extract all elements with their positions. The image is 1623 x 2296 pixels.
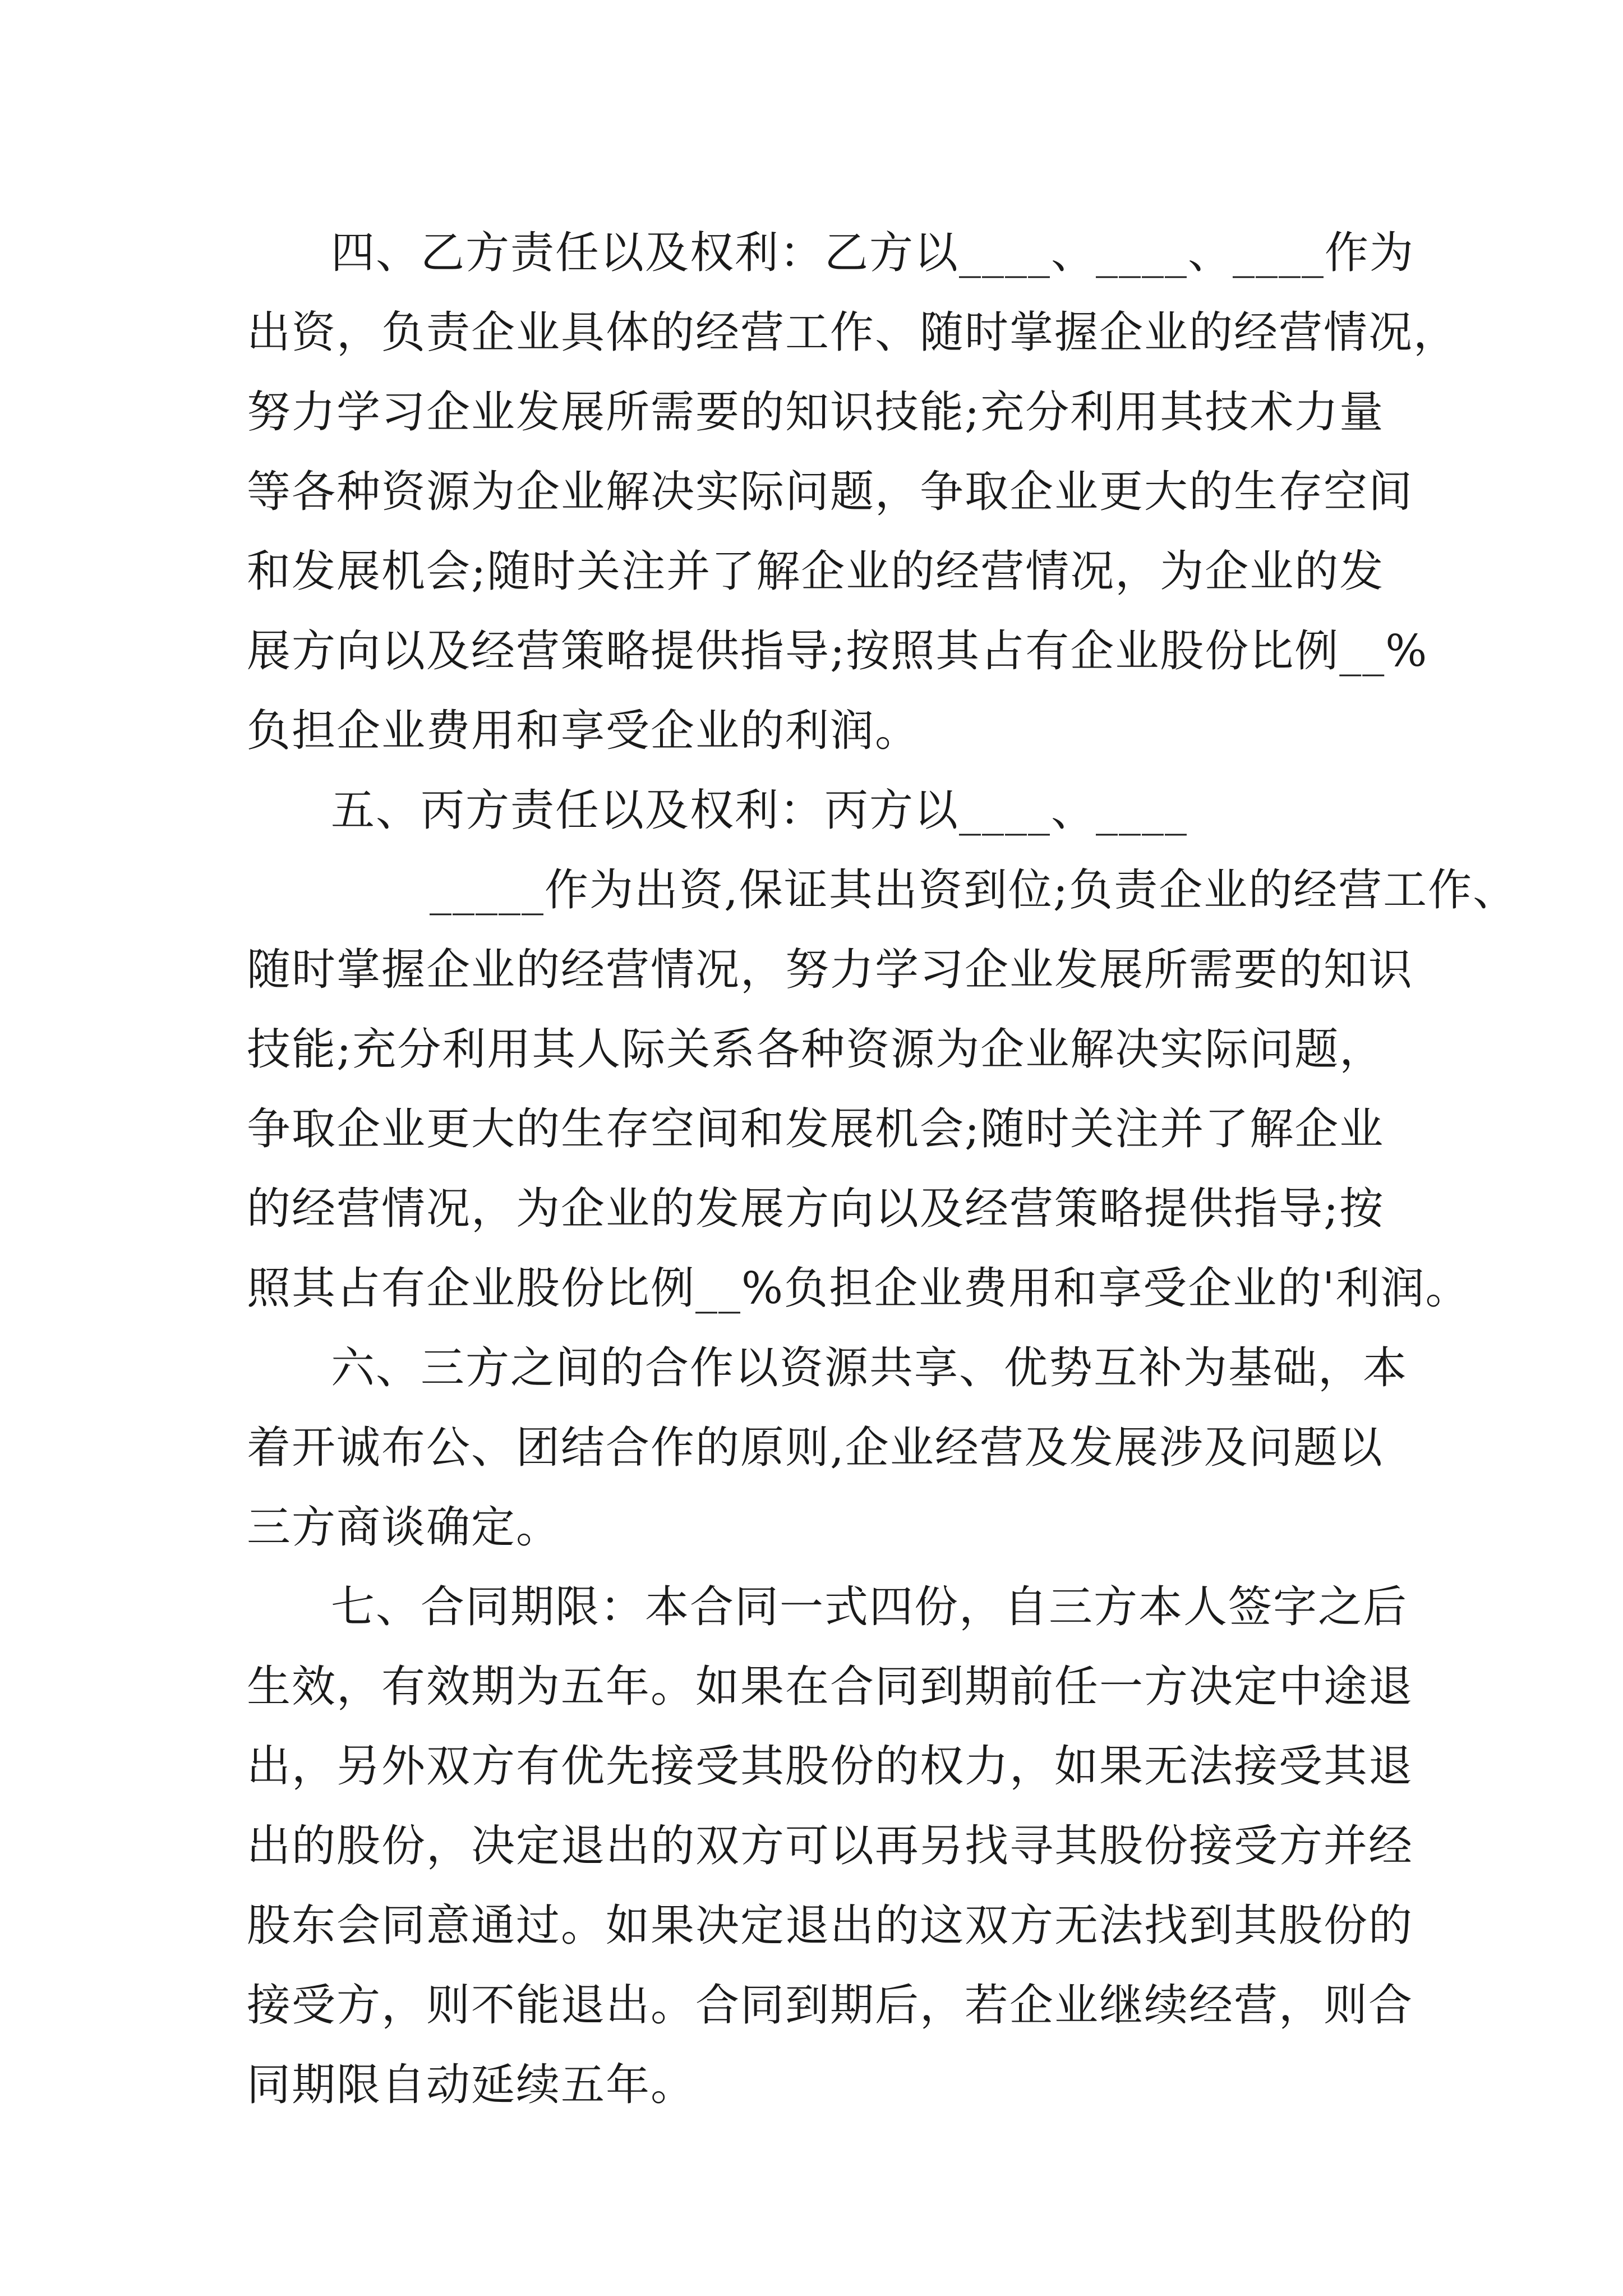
text-line: 六、三方之间的合作以资源共享、优势互补为基础，本 [331,1343,1408,1393]
text-line: 的经营情况，为企业的发展方向以及经营策略提供指导;按 [247,1184,1385,1234]
text-line: 照其占有企业股份比例__%负担企业费用和享受企业的'利润。 [247,1263,1470,1314]
text-line: 负担企业费用和享受企业的利润。 [247,706,920,756]
text-line: 展方向以及经营策略提供指导;按照其占有企业股份比例__% [247,626,1428,677]
text-line: 三方商谈确定。 [247,1502,561,1553]
text-line: 生效，有效期为五年。如果在合同到期前任一方决定中途退 [247,1662,1414,1712]
text-line: 接受方，则不能退出。合同到期后，若企业继续经营，则合 [247,1980,1414,2031]
text-line: 随时掌握企业的经营情况，努力学习企业发展所需要的知识 [247,945,1414,995]
text-line: 同期限自动延续五年。 [247,2060,696,2110]
text-line: 七、合同期限：本合同一式四份，自三方本人签字之后 [331,1582,1408,1632]
text-line: 股东会同意通过。如果决定退出的这双方无法找到其股份的 [247,1901,1414,1951]
text-line: 出，另外双方有优先接受其股份的权力，如果无法接受其退 [247,1741,1414,1792]
text-line: _____作为出资,保证其出资到位;负责企业的经营工作、 [430,865,1518,915]
text-line: 技能;充分利用其人际关系各种资源为企业解决实际问题， [247,1024,1385,1075]
text-line: 着开诚布公、团结合作的原则,企业经营及发展涉及问题以 [247,1423,1384,1473]
text-line: 四、乙方责任以及权利：乙方以____、____、____作为 [331,228,1415,278]
contract-text [247,213,1518,2125]
text-line: 争取企业更大的生存空间和发展机会;随时关注并了解企业 [247,1104,1385,1154]
text-line: 等各种资源为企业解决实际问题，争取企业更大的生存空间 [247,467,1414,517]
text-line: 出资，负责企业具体的经营工作、随时掌握企业的经营情况， [247,307,1459,358]
text-line: 努力学习企业发展所需要的知识技能;充分利用其技术力量 [247,387,1385,438]
text-line: 出的股份，决定退出的双方可以再另找寻其股份接受方并经 [247,1821,1414,1871]
text-line: 和发展机会;随时关注并了解企业的经营情况，为企业的发 [247,546,1385,597]
text-line: 五、丙方责任以及权利：丙方以____、____ [331,785,1188,836]
